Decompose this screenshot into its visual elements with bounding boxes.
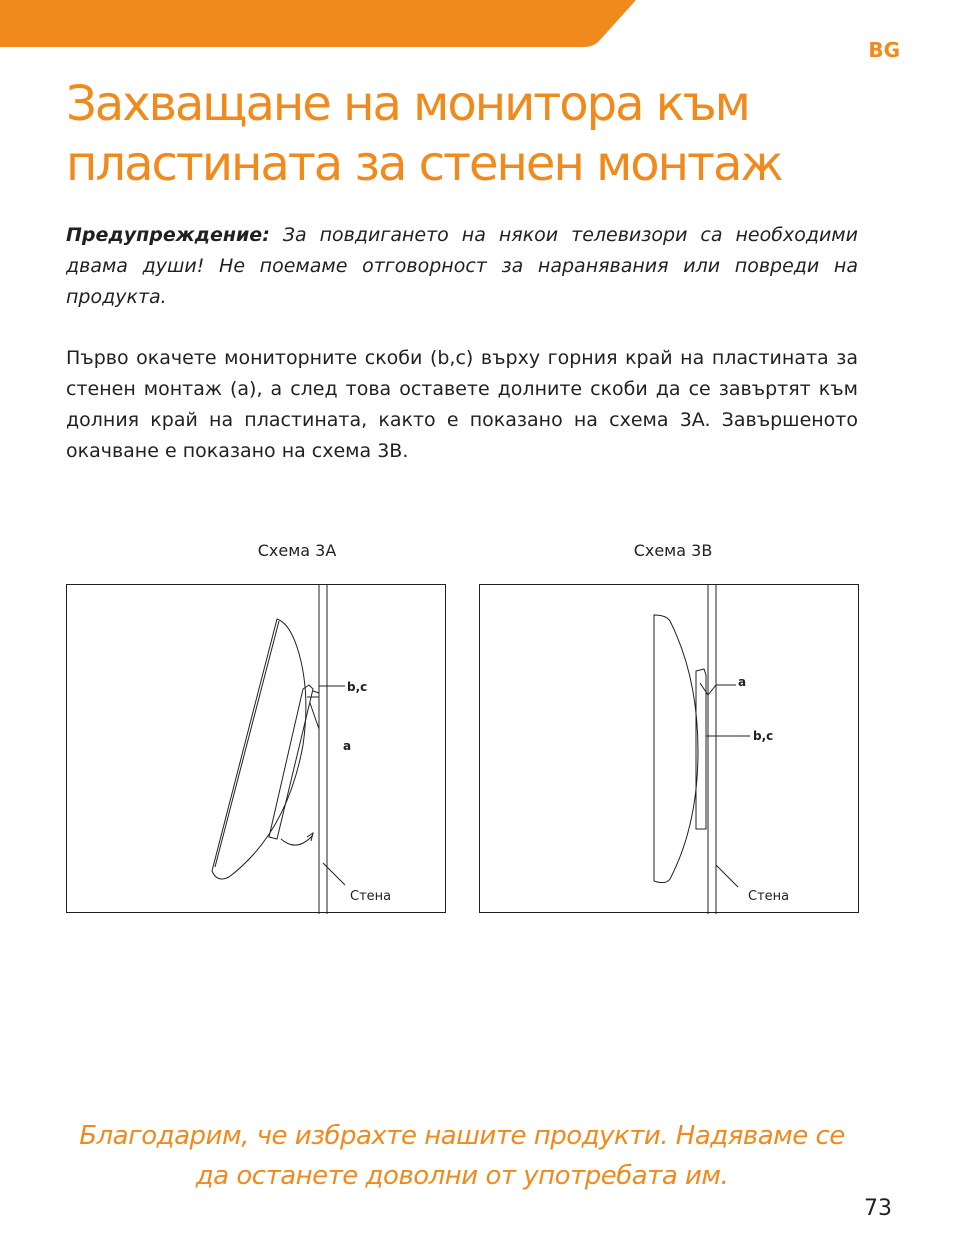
header-banner [0, 0, 640, 48]
warning-text: За повдигането на някои телевизори са необходими двама души! Не поемаме отговорност за наранявания или повреди на продукта. [66, 224, 858, 308]
figure-3a [66, 584, 446, 913]
figure-3b-drawing [480, 585, 860, 914]
figure-3b [479, 584, 859, 913]
wall-label: Стена [350, 889, 392, 904]
warning-lead: Предупреждение: [66, 224, 270, 246]
language-badge: BG [868, 38, 900, 62]
instructions-paragraph: Първо окачете мониторните скоби (b,c) върху горния край на пластината за стенен монтаж (a), а след това оставете долните скоби да се завъртят към долния край на пластината, както е показано на схема 3A. Завършеното окачване е показано на схема 3B. [66, 347, 858, 462]
page-title: Захващане на монитора към пластината за стенен монтаж [66, 76, 782, 192]
label-bc: b,c [347, 680, 368, 694]
warning-paragraph [66, 220, 858, 313]
thank-you-note: Благодарим, че избрахте нашите продукти. Надяваме се да останете доволни от употребата им. [79, 1121, 845, 1191]
figure-3a-caption: Схема 3A [257, 541, 337, 560]
label-bc: b,c [753, 729, 774, 743]
page-number: 73 [864, 1196, 892, 1221]
label-a: a [343, 739, 352, 753]
wall-label: Стена [748, 889, 790, 904]
figure-3b-caption: Схема 3B [633, 541, 713, 560]
figure-3a-drawing [67, 585, 447, 914]
label-a: a [738, 675, 747, 689]
